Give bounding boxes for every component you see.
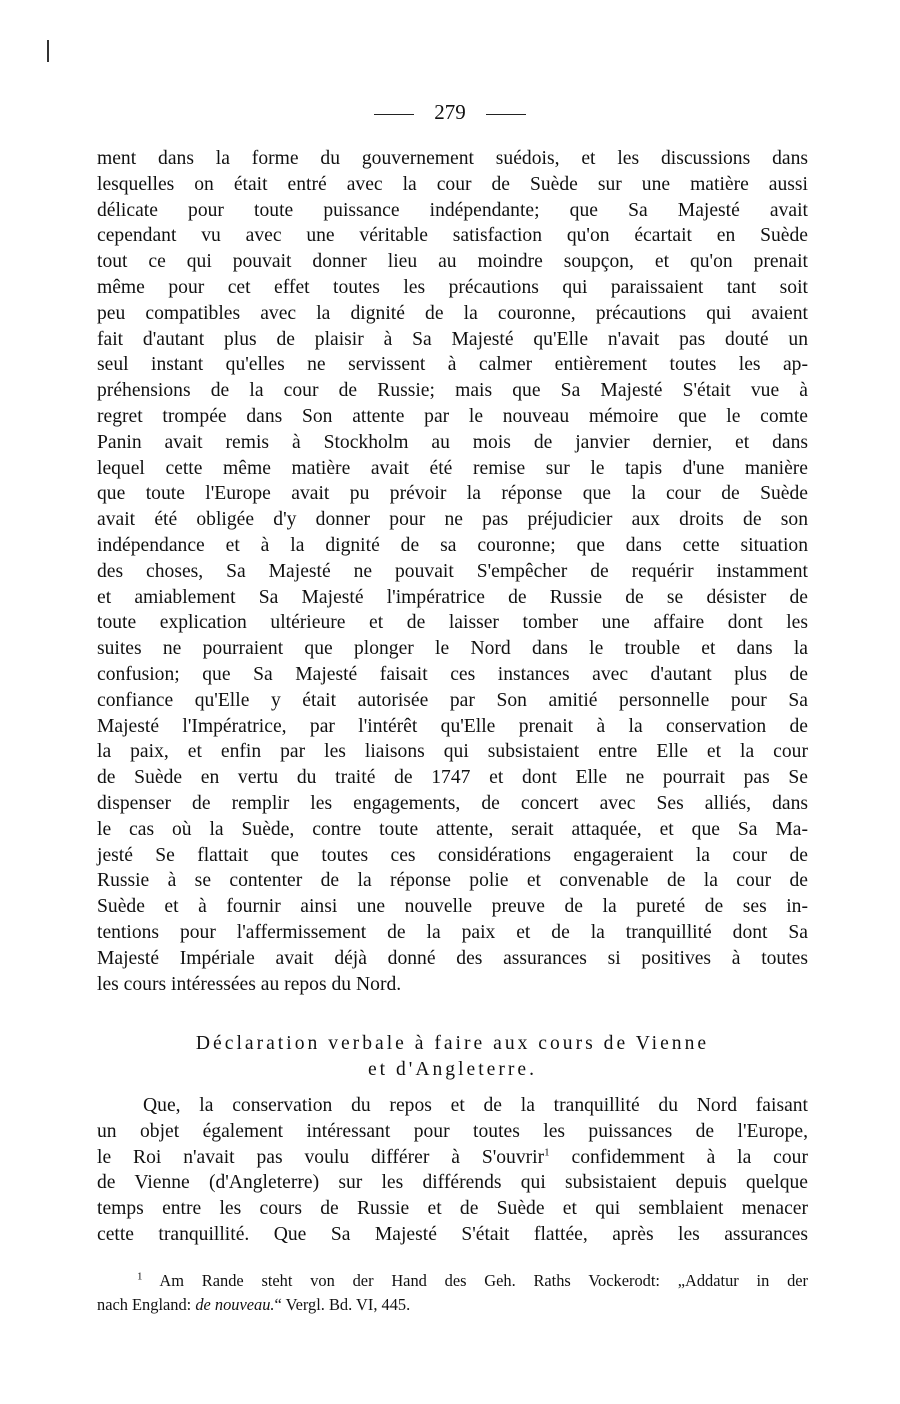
header-dash-left bbox=[374, 114, 414, 115]
section-line-3-rest: confidemment à la cour bbox=[549, 1146, 808, 1168]
body-line: la paix, et enfin par les liaisons qui subsistaient entre Elle et la cour bbox=[97, 741, 808, 763]
body-line: indépendance et à la dignité de sa couronne; que dans cette situation bbox=[97, 534, 808, 556]
footnote-line-1 bbox=[97, 1269, 808, 1293]
body-line: de Suède en vertu du traité de 1747 et dont Elle ne pourrait pas Se bbox=[97, 767, 808, 789]
body-line: Majesté l'Impératrice, par l'intérêt qu'Elle prenait à la conservation de bbox=[97, 715, 808, 737]
section-line-3 bbox=[97, 1145, 808, 1171]
body-line: que toute l'Europe avait pu prévoir la réponse que la cour de Suède bbox=[97, 483, 808, 505]
body-line: lequel cette même matière avait été remise sur le tapis d'une manière bbox=[97, 457, 808, 479]
body-line: tout ce qui pouvait donner lieu au moindre soupçon, et qu'on prenait bbox=[97, 251, 808, 273]
footnote-line-2 bbox=[97, 1293, 808, 1317]
section-paragraph bbox=[97, 1093, 808, 1248]
body-line: tentions pour l'affermissement de la paix et de la tranquillité dont Sa bbox=[97, 921, 808, 943]
footnote-italic: de nouveau. bbox=[195, 1295, 275, 1314]
footnote bbox=[97, 1269, 808, 1317]
body-line: peu compatibles avec la dignité de la couronne, précautions qui avaient bbox=[97, 302, 808, 324]
body-line: jesté Se flattait que toutes ces considérations engageraient la cour de bbox=[97, 844, 808, 866]
footnote-reference: 1 bbox=[544, 1146, 550, 1159]
section-line-6: cette tranquillité. Que Sa Majesté S'était flattée, après les assurances bbox=[97, 1223, 808, 1245]
body-line: ment dans la forme du gouvernement suédois, et les discussions dans bbox=[97, 148, 808, 169]
section-title-line-2: et d'Angleterre. bbox=[367, 1059, 538, 1080]
body-line: Suède et à fournir ainsi une nouvelle preuve de la pureté de ses in- bbox=[97, 896, 808, 918]
page-number: 279 bbox=[434, 100, 466, 124]
section-line-2: un objet également intéressant pour toutes les puissances de l'Europe, bbox=[97, 1120, 808, 1142]
body-line: confiance qu'Elle y était autorisée par Son amitié personnelle pour Sa bbox=[97, 689, 808, 711]
body-line: cependant vu avec une véritable satisfaction qu'on écartait en Suède bbox=[97, 225, 808, 247]
body-line: et amiablement Sa Majesté l'impératrice de Russie de se désister de bbox=[97, 586, 808, 608]
footnote-text-1: Am Rande steht von der Hand des Geh. Raths Vockerodt: „Addatur in der bbox=[159, 1271, 808, 1290]
page-header bbox=[0, 98, 900, 126]
footnote-text-2a: nach England: bbox=[97, 1295, 196, 1314]
section-line-5: temps entre les cours de Russie et de Suède et qui semblaient menacer bbox=[97, 1198, 808, 1220]
section-line-4: de Vienne (d'Angleterre) sur les différends qui subsistaient depuis quelque bbox=[97, 1172, 808, 1194]
body-line: lesquelles on était entré avec la cour de Suède sur une matière aussi bbox=[97, 173, 808, 195]
body-line: Russie à se contenter de la réponse polie et convenable de la cour de bbox=[97, 870, 808, 892]
footnote-marker: 1 bbox=[137, 1270, 143, 1283]
footnote-text-2b: “ Vergl. Bd. VI, 445. bbox=[274, 1295, 411, 1314]
body-line: préhensions de la cour de Russie; mais que Sa Majesté S'était vue à bbox=[97, 380, 808, 402]
body-line: confusion; que Sa Majesté faisait ces instances avec d'autant plus de bbox=[97, 663, 808, 685]
body-line: suites ne pourraient que plonger le Nord dans le trouble et dans la bbox=[97, 638, 808, 660]
body-line: le cas où la Suède, contre toute attente, serait attaquée, et que Sa Ma- bbox=[97, 818, 808, 840]
body-line: Majesté Impériale avait déjà donné des assurances si positives à toutes bbox=[97, 947, 808, 969]
body-line: des choses, Sa Majesté ne pouvait S'empêcher de requérir instamment bbox=[97, 560, 808, 582]
section-title bbox=[97, 1031, 808, 1083]
body-line: dispenser de remplir les engagements, de concert avec Ses alliés, dans bbox=[97, 792, 808, 814]
body-line: Panin avait remis à Stockholm au mois de janvier dernier, et dans bbox=[97, 431, 808, 453]
body-line: toute explication ultérieure et de laisser tomber une affaire dont les bbox=[97, 612, 808, 634]
section-title-line-1: Déclaration verbale à faire aux cours de Vienne bbox=[195, 1033, 710, 1054]
section-line-3-text: le Roi n'avait pas voulu différer à S'ouvrir bbox=[97, 1146, 545, 1168]
body-line: les cours intéressées au repos du Nord. bbox=[97, 973, 402, 995]
body-line: avait été obligée d'y donner pour ne pas préjudicier aux droits de son bbox=[97, 509, 808, 531]
body-line: même pour cet effet toutes les précautions qui paraissaient tant soit bbox=[97, 276, 808, 298]
body-line: délicate pour toute puissance indépendante; que Sa Majesté avait bbox=[97, 199, 808, 221]
section-line-1: Que, la conservation du repos et de la tranquillité du Nord faisant bbox=[143, 1095, 808, 1116]
header-dash-right bbox=[486, 114, 526, 115]
body-line: fait d'autant plus de plaisir à Sa Majesté qu'Elle n'avait pas douté un bbox=[97, 328, 808, 350]
margin-mark bbox=[47, 40, 49, 62]
body-line: regret trompée dans Son attente par le nouveau mémoire que le comte bbox=[97, 405, 808, 427]
main-paragraph bbox=[97, 146, 808, 997]
body-line: seul instant qu'elles ne servissent à calmer entièrement toutes les ap- bbox=[97, 354, 808, 376]
